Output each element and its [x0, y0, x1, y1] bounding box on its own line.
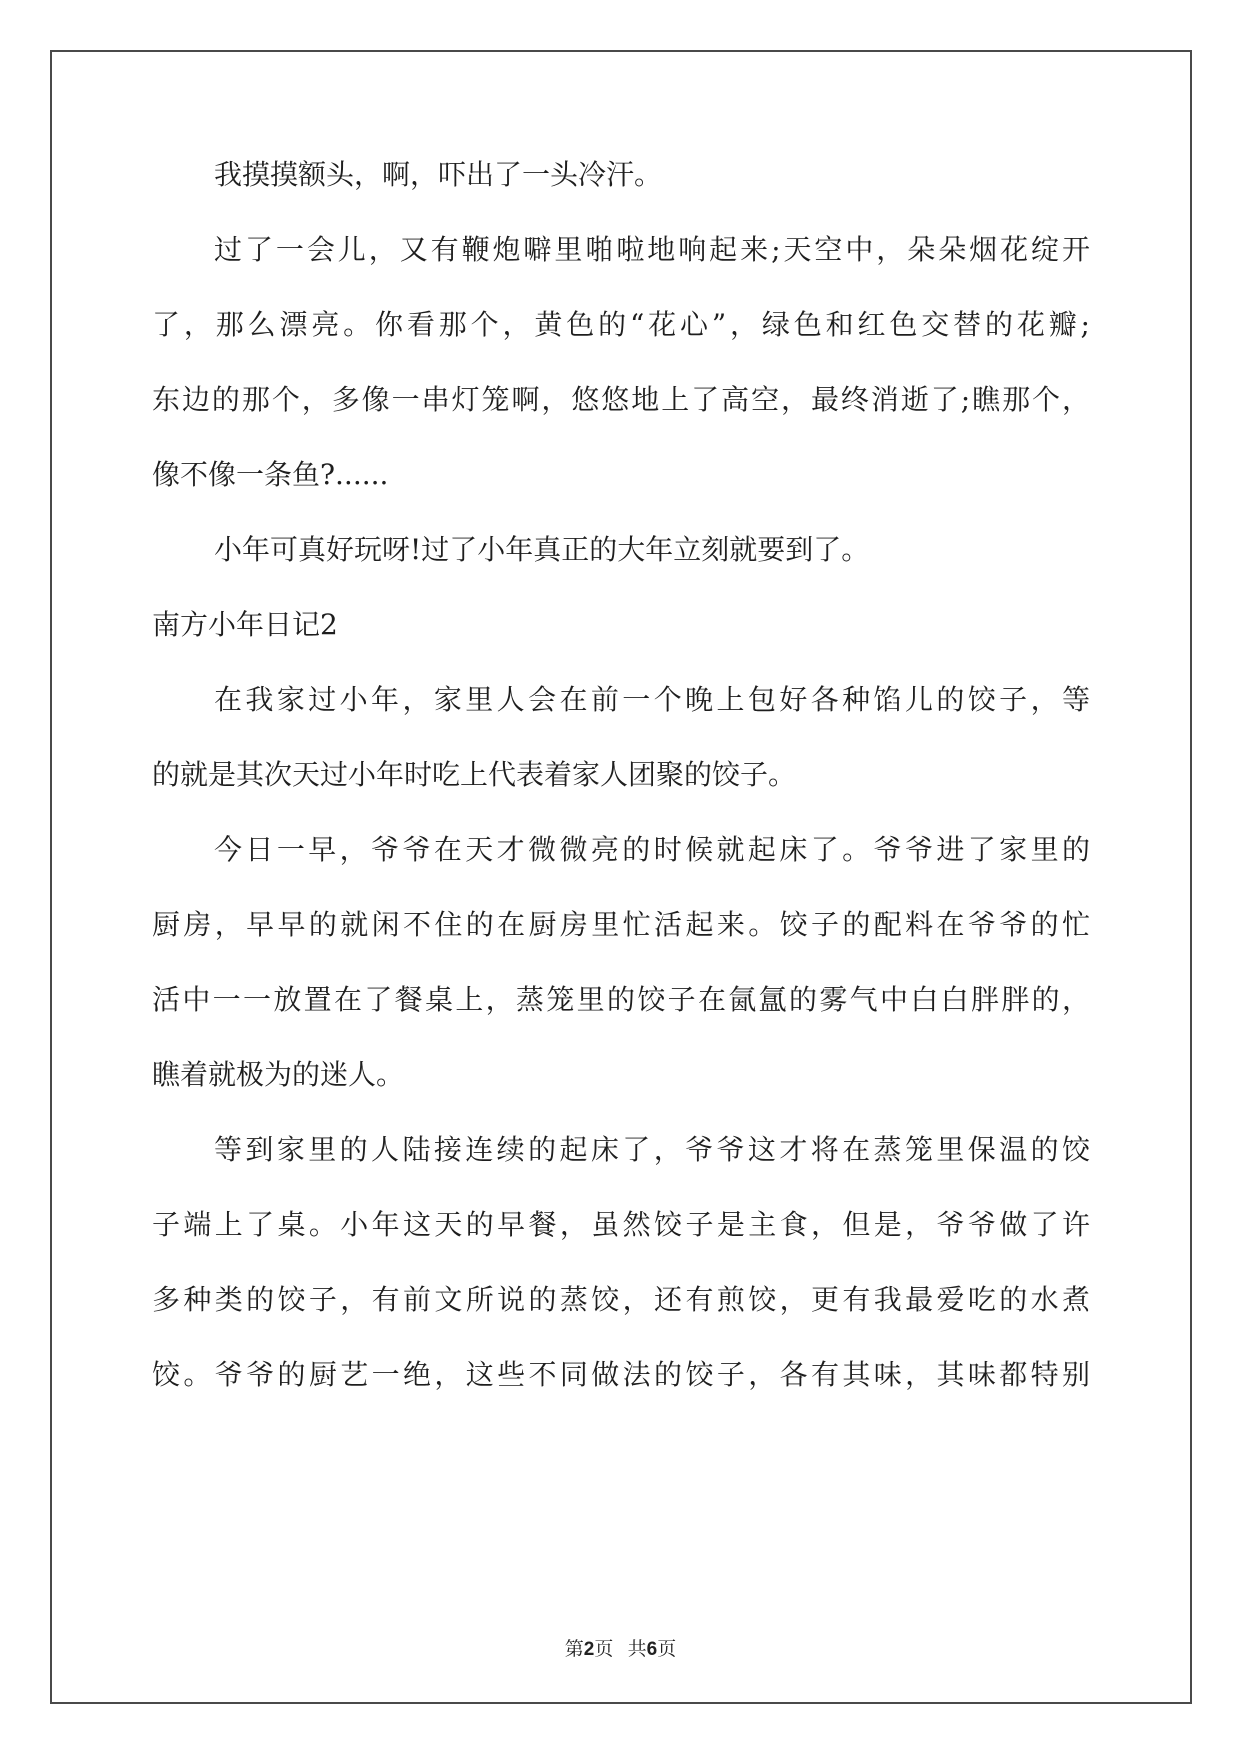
paragraph-line: 多种类的饺子，有前文所说的蒸饺，还有煎饺，更有我最爱吃的水煮 — [152, 1283, 1090, 1316]
footer-suffix: 页 — [657, 1639, 677, 1660]
page-footer — [0, 1634, 1241, 1661]
page-border — [50, 50, 1192, 1704]
paragraph-line: 等到家里的人陆接连续的起床了，爷爷这才将在蒸笼里保温的饺 — [214, 1133, 1090, 1166]
paragraph-line: 饺。爷爷的厨艺一绝，这些不同做法的饺子，各有其味，其味都特别 — [152, 1358, 1090, 1391]
paragraph-line: 瞧着就极为的迷人。 — [152, 1058, 405, 1091]
paragraph-line: 像不像一条鱼?...... — [152, 458, 389, 491]
paragraph-line: 小年可真好玩呀!过了小年真正的大年立刻就要到了。 — [214, 533, 870, 566]
paragraph-line: 子端上了桌。小年这天的早餐，虽然饺子是主食，但是，爷爷做了许 — [152, 1208, 1090, 1241]
paragraph-line: 今日一早，爷爷在天才微微亮的时候就起床了。爷爷进了家里的 — [214, 833, 1090, 866]
paragraph-line: 东边的那个，多像一串灯笼啊，悠悠地上了高空，最终消逝了;瞧那个， — [152, 383, 1090, 416]
paragraph-line: 过了一会儿，又有鞭炮噼里啪啦地响起来;天空中，朵朵烟花绽开 — [214, 233, 1090, 266]
paragraph-line: 的就是其次天过小年时吃上代表着家人团聚的饺子。 — [152, 758, 797, 791]
total-pages: 6 — [646, 1639, 658, 1660]
footer-middle: 页 共 — [594, 1639, 647, 1660]
paragraph-line: 我摸摸额头，啊，吓出了一头冷汗。 — [214, 158, 663, 191]
page-number: 2 — [583, 1639, 595, 1660]
section-heading: 南方小年日记2 — [152, 608, 338, 641]
paragraph-line: 活中一一放置在了餐桌上，蒸笼里的饺子在氤氲的雾气中白白胖胖的， — [152, 983, 1090, 1016]
paragraph-line: 厨房，早早的就闲不住的在厨房里忙活起来。饺子的配料在爷爷的忙 — [152, 908, 1090, 941]
footer-prefix: 第 — [564, 1639, 584, 1660]
paragraph-line: 在我家过小年，家里人会在前一个晚上包好各种馅儿的饺子，等 — [214, 683, 1090, 716]
paragraph-line: 了，那么漂亮。你看那个，黄色的“花心”，绿色和红色交替的花瓣; — [152, 308, 1090, 341]
